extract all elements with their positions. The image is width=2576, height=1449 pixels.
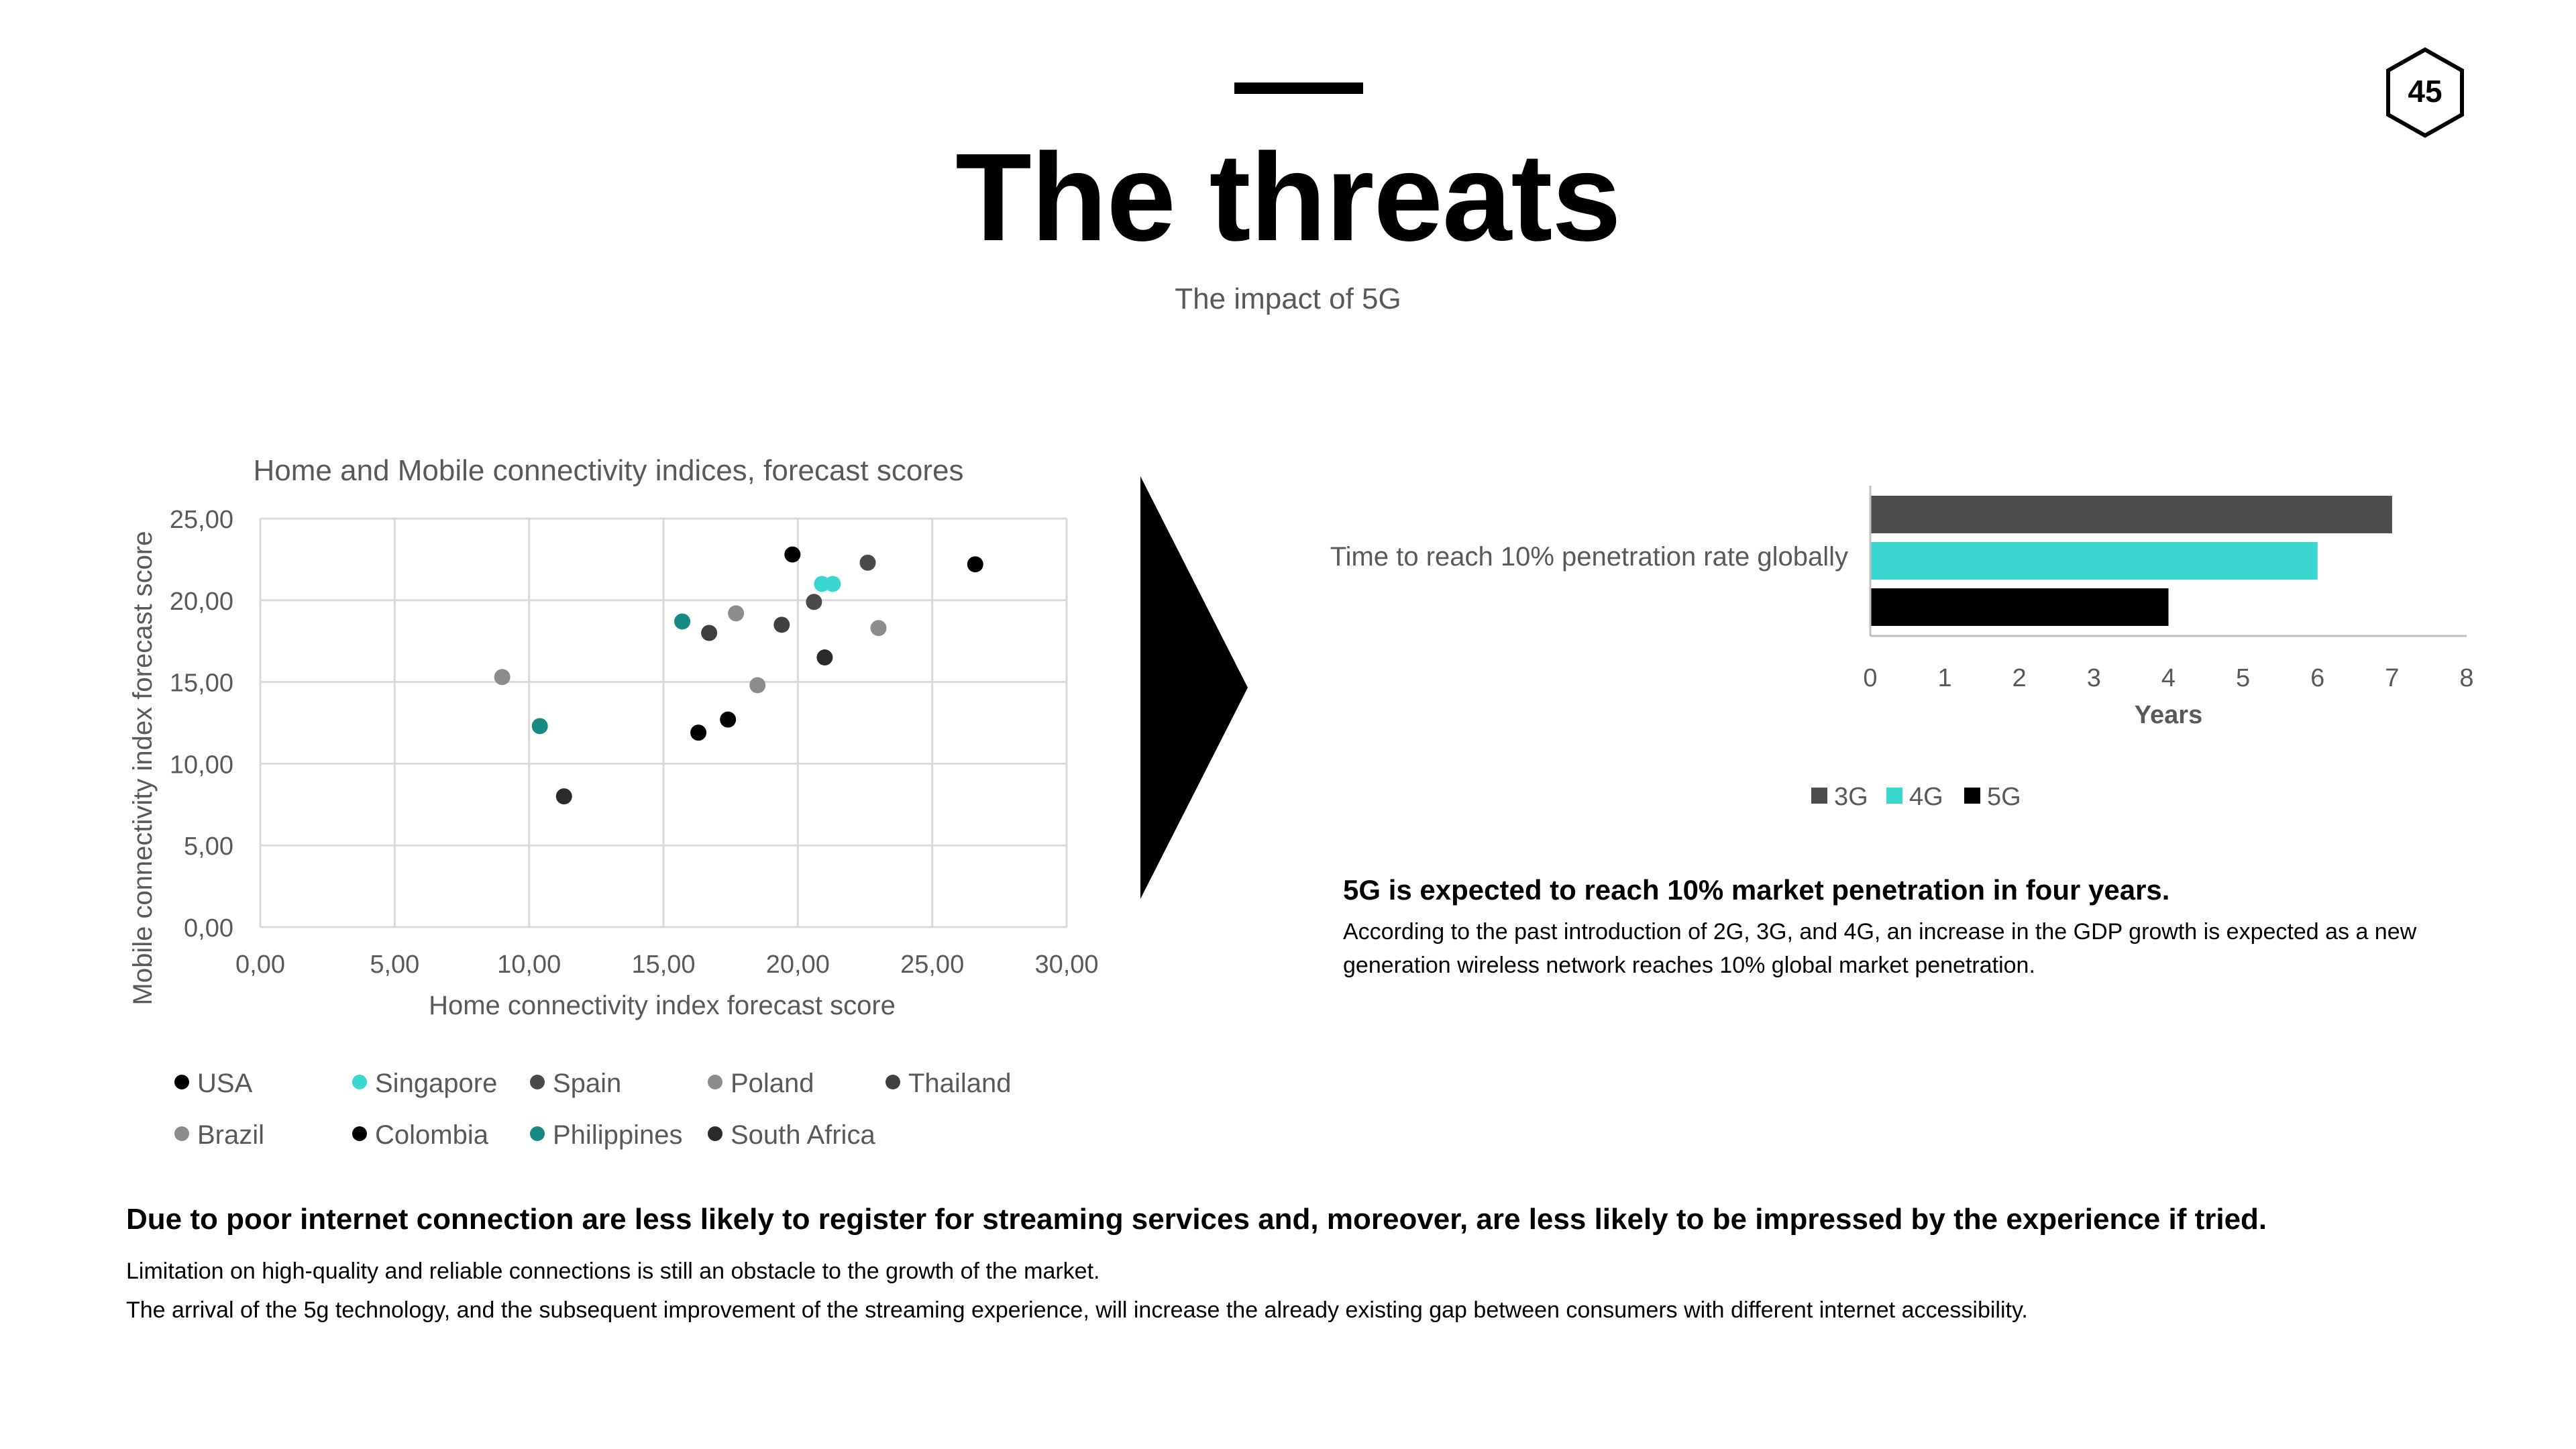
scatter-point (674, 613, 690, 629)
bottom-text-line-2: The arrival of the 5g technology, and the subsequent improvement of the streaming experience, will increase the already existing gap between consumers with different internet accessibility. (126, 1297, 2028, 1323)
bar-x-tick-label: 1 (1937, 664, 1952, 692)
legend-marker (708, 1075, 722, 1089)
scatter-point (556, 788, 572, 804)
bar-chart (1838, 470, 2509, 751)
right-body: According to the past introduction of 2G, 3G, and 4G, an increase in the GDP growth is expected as a new generation wireless network reaches 10% global market penetration. (1343, 919, 2417, 978)
scatter-point (532, 718, 548, 734)
legend-marker (1964, 788, 1980, 804)
bar-5g (1870, 588, 2169, 626)
page-subtitle: The impact of 5G (1175, 282, 1401, 315)
bar-legend-item (1886, 780, 1943, 814)
legend-label: South Africa (731, 1120, 875, 1150)
legend-label: Singapore (375, 1069, 498, 1098)
bar-x-tick-label: 2 (2012, 664, 2027, 692)
scatter-x-tick-label: 5,00 (370, 951, 420, 979)
bar-3g (1870, 496, 2392, 533)
legend-marker (708, 1126, 722, 1141)
scatter-point (773, 616, 790, 633)
bar-x-axis-label: Years (2134, 701, 2203, 729)
legend-marker (352, 1126, 367, 1141)
scatter-legend-item (530, 1118, 682, 1152)
scatter-point (816, 649, 833, 665)
scatter-point (749, 677, 765, 693)
legend-label: Brazil (197, 1120, 265, 1150)
bar-x-tick-label: 6 (2310, 664, 2325, 692)
scatter-legend-item (530, 1067, 621, 1100)
scatter-y-ticks (170, 506, 233, 943)
scatter-points (494, 547, 983, 805)
legend-label: 3G (1834, 783, 1868, 811)
scatter-y-tick-label: 15,00 (169, 669, 233, 698)
scatter-legend-item (174, 1118, 264, 1152)
scatter-x-tick-label: 15,00 (631, 951, 696, 979)
scatter-x-tick-label: 0,00 (235, 951, 285, 979)
scatter-legend-item (708, 1118, 875, 1152)
legend-marker (530, 1126, 545, 1141)
bar-4g (1870, 542, 2318, 580)
scatter-legend-item (174, 1067, 252, 1100)
right-heading: 5G is expected to reach 10% market penetration in four years. (1343, 874, 2170, 906)
scatter-y-tick-label: 20,00 (169, 587, 233, 616)
legend-label: Thailand (908, 1069, 1012, 1098)
legend-marker (174, 1126, 189, 1141)
scatter-x-tick-label: 30,00 (1034, 951, 1099, 979)
legend-label: 5G (1987, 783, 2021, 811)
scatter-y-tick-label: 25,00 (169, 506, 233, 534)
scatter-point (494, 669, 511, 685)
bar-x-tick-label: 3 (2086, 664, 2101, 692)
legend-label: Colombia (375, 1120, 488, 1150)
scatter-chart-title: Home and Mobile connectivity indices, forecast scores (253, 454, 964, 487)
bar-legend-item (1964, 780, 2021, 814)
scatter-y-tick-label: 5,00 (184, 833, 233, 861)
scatter-x-tick-label: 10,00 (497, 951, 561, 979)
scatter-legend-item (885, 1067, 1011, 1100)
scatter-point (690, 724, 706, 741)
scatter-point (871, 620, 887, 636)
bar-chart-bars (1870, 496, 2392, 626)
legend-marker (1886, 788, 1902, 804)
scatter-point (701, 625, 717, 641)
scatter-point (720, 712, 736, 728)
page-title: The threats (955, 128, 1621, 267)
legend-marker (174, 1075, 189, 1089)
scatter-x-axis-label: Home connectivity index forecast score (429, 991, 896, 1020)
bottom-heading: Due to poor internet connection are less likely to register for streaming services and, moreover, are less likely to be impressed by the experience if tried. (126, 1203, 2267, 1236)
scatter-point (728, 605, 744, 621)
legend-label: USA (197, 1069, 253, 1098)
title-accent-bar (1234, 83, 1363, 94)
scatter-y-tick-label: 0,00 (184, 914, 233, 943)
bar-legend-item (1811, 780, 1868, 814)
page-number: 45 (2408, 74, 2443, 109)
scatter-point (967, 556, 983, 572)
arrow-right-icon (1140, 476, 1248, 899)
scatter-point (806, 594, 822, 610)
bottom-text-line-1: Limitation on high-quality and reliable connections is still an obstacle to the growth of the market. (126, 1258, 1100, 1284)
bar-x-tick-label: 8 (2459, 664, 2474, 692)
bar-x-tick-label: 5 (2236, 664, 2251, 692)
scatter-legend-item (352, 1067, 497, 1100)
legend-label: 4G (1909, 783, 1943, 811)
scatter-legend-item (708, 1067, 814, 1100)
legend-marker (530, 1075, 545, 1089)
scatter-point (784, 547, 800, 563)
scatter-point (824, 576, 841, 592)
bar-x-ticks (1863, 664, 2473, 692)
legend-marker (1811, 788, 1827, 804)
scatter-legend-item (352, 1118, 488, 1152)
scatter-y-axis-label: Mobile connectivity index forecast score (128, 531, 158, 1006)
bar-x-tick-label: 0 (1863, 664, 1878, 692)
scatter-point (860, 555, 876, 571)
legend-label: Philippines (553, 1120, 683, 1150)
bar-x-tick-label: 7 (2385, 664, 2400, 692)
scatter-x-ticks (235, 951, 1099, 979)
legend-label: Spain (553, 1069, 622, 1098)
scatter-x-tick-label: 20,00 (765, 951, 830, 979)
bar-category-label: Time to reach 10% penetration rate globally (1330, 542, 1848, 572)
bar-x-tick-label: 4 (2161, 664, 2176, 692)
legend-marker (885, 1075, 900, 1089)
legend-marker (352, 1075, 367, 1089)
scatter-y-tick-label: 10,00 (169, 751, 233, 780)
scatter-x-tick-label: 25,00 (900, 951, 965, 979)
scatter-gridlines (260, 519, 1067, 927)
legend-label: Poland (731, 1069, 814, 1098)
page-number-badge (2384, 47, 2466, 138)
